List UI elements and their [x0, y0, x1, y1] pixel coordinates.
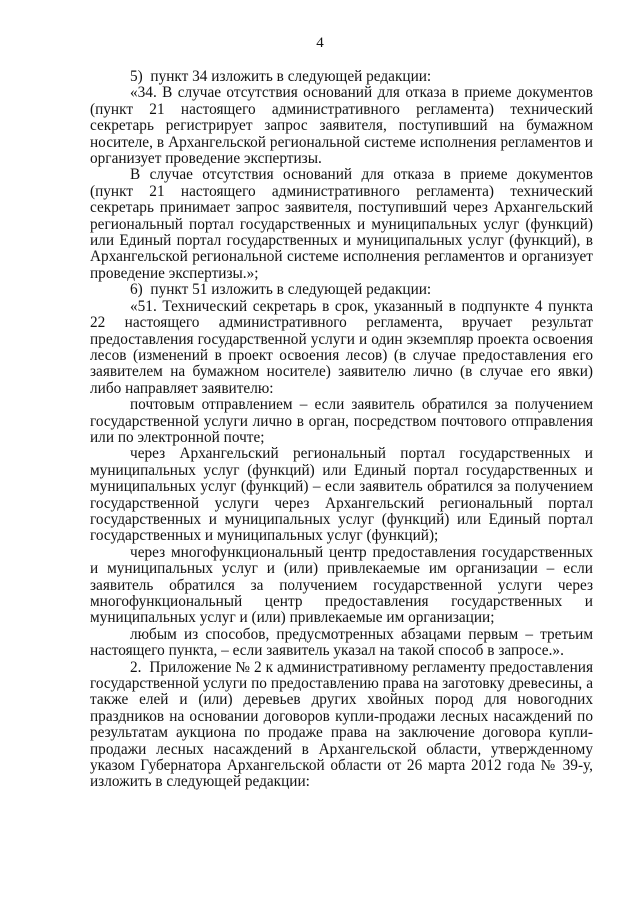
paragraph-appendix-2: 2. Приложение № 2 к административному регламенту предоставления государственной услуги по предоставлению права на заготовку древесины, а также елей и (или) деревьев других хвойных пород для новогодних праздников на основании договоров купли-продажи лесных насаждений по результатам аукциона по продаже права на заключение договора купли-продажи лесных насаждений в Архангельской области, утвержденному указом Губернатора Архангельской области от 26 марта 2012 года № 39-у, изложить в следующей редакции: — [90, 658, 593, 791]
paragraph-mfc-delivery: через многофункциональный центр предоставления государственных и муниципальных услуг и (или) привлекаемые им организации – если заявитель обратился за получением государственной услуги через многофункциональный центр предоставления государственных и муниципальных услуг и (или) привлекаемые им организации; — [90, 543, 593, 627]
paragraph-any-method: любым из способов, предусмотренных абзацами первым – третьим настоящего пункта, – если заявитель указал на такой способ в запросе.». — [90, 625, 593, 660]
document-body — [90, 69, 593, 791]
paragraph-point-51: «51. Технический секретарь в срок, указанный в подпункте 4 пункта 22 настоящего административного регламента, вручает результат предоставления государственной услуги и один экземпляр проекта освоения лесов (изменений в проект освоения лесов) (в случае предоставления его заявителем на бумажном носителе) заявителю лично (в случае его явки) либо направляет заявителю: — [90, 297, 593, 397]
paragraph-portal-delivery: через Архангельский региональный портал государственных и муниципальных услуг (функций) или Единый портал государственных и муниципальных услуг (функций) – если заявитель обратился за получением государственной услуги через Архангельский региональный портал государственных и муниципальных услуг (функций) или Единый портал государственных и муниципальных услуг (функций); — [90, 445, 593, 545]
paragraph-item-6: 6) пункт 51 изложить в следующей редакции: — [130, 281, 432, 299]
paragraph-point-34-continuation: В случае отсутствия оснований для отказа в приеме документов (пункт 21 настоящего административного регламента) технический секретарь принимает запрос заявителя, поступивший через Архангельский региональный портал государственных и муниципальных услуг (функций) или Единый портал государственных и муниципальных услуг (функций), в Архангельской региональной системе исполнения регламентов и организует проведение экспертизы.»; — [90, 166, 593, 282]
paragraph-point-34: «34. В случае отсутствия оснований для отказа в приеме документов (пункт 21 настоящего административного регламента) технический секретарь регистрирует запрос заявителя, поступивший на бумажном носителе, в Архангельской региональной системе исполнения регламентов и организует проведение экспертизы. — [90, 84, 593, 168]
page-number: 4 — [316, 35, 324, 51]
paragraph-item-5: 5) пункт 34 изложить в следующей редакции: — [130, 68, 432, 85]
paragraph-postal-delivery: почтовым отправлением – если заявитель обратился за получением государственной услуги лично в орган, посредством почтового отправления или по электронной почте; — [90, 396, 593, 446]
